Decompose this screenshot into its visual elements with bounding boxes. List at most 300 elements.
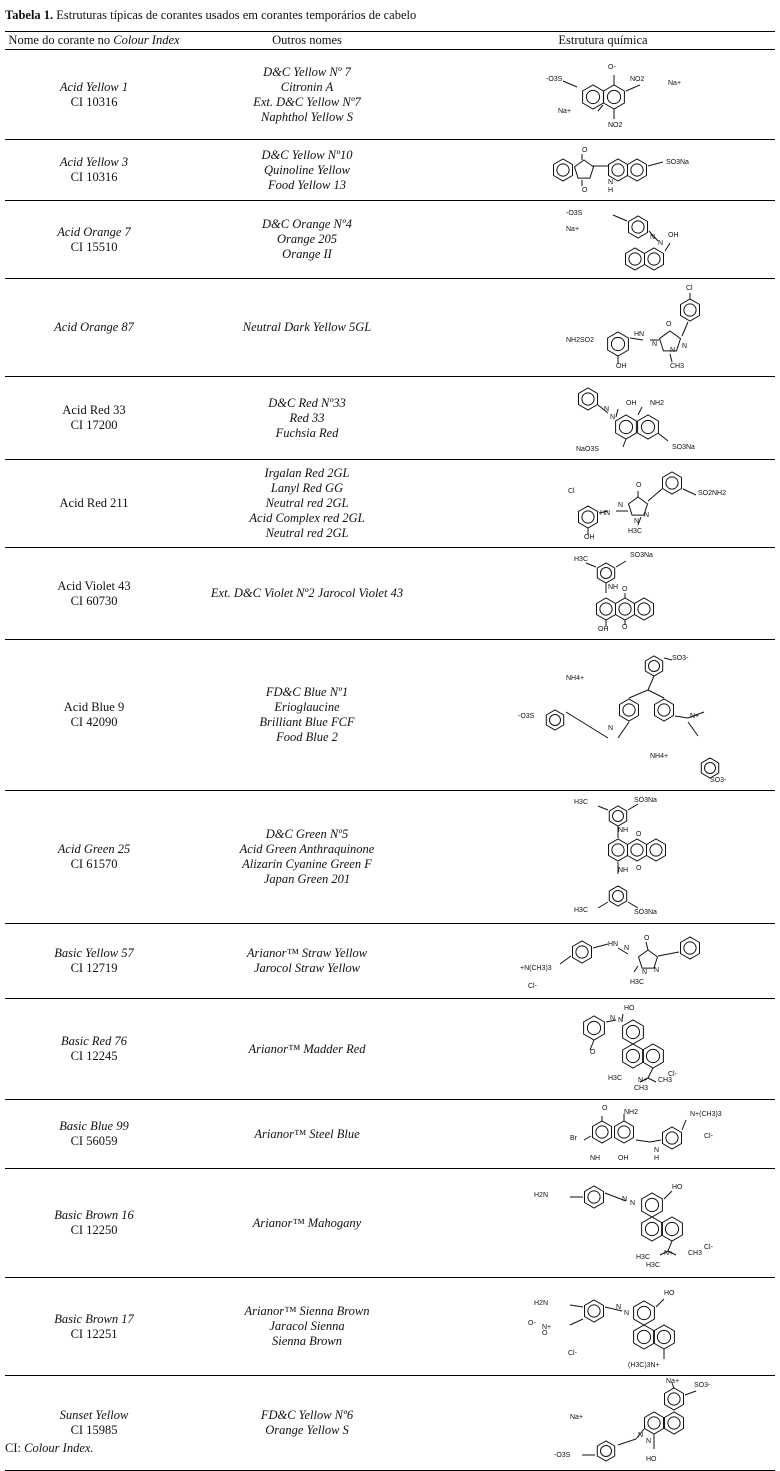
benzene-ring [638, 415, 659, 439]
benzene-ring [579, 506, 598, 528]
other-name: D&C Yellow Nº 7 [263, 64, 351, 79]
atom-label: O- [528, 1319, 536, 1327]
aromatic-circle [588, 1304, 600, 1316]
other-name: Ext. D&C Violet Nº2 Jarocol Violet 43 [210, 586, 404, 600]
dye-name-cell [5, 548, 183, 640]
other-names-cell [183, 924, 431, 999]
aromatic-circle [626, 1049, 639, 1062]
other-name: Naphthol Yellow S [261, 109, 353, 124]
atom-label: O [636, 481, 642, 489]
bond-line [598, 902, 608, 908]
dye-name-cell [5, 377, 183, 460]
atom-label: H [654, 1155, 660, 1162]
atom-label: H3C [574, 555, 589, 563]
aromatic-circle [619, 420, 632, 433]
aromatic-circle [666, 476, 678, 488]
aromatic-circle [684, 942, 696, 954]
benzene-ring [645, 1412, 664, 1434]
atom-label: N [624, 1309, 630, 1317]
benzene-ring [623, 1020, 644, 1044]
atom-label: N [638, 1432, 644, 1439]
atom-label: NH2 [624, 1109, 639, 1116]
atom-label: NH2 [650, 400, 665, 407]
atom-label: N [682, 342, 688, 350]
five-membered-ring [575, 160, 594, 178]
atom-label: N [644, 511, 650, 519]
benzene-ring [608, 332, 629, 356]
chemical-structure-cell [431, 1169, 775, 1278]
caption-text: Estruturas típicas de corantes usados em corantes temporários de cabelo [53, 8, 417, 22]
benzene-ring [681, 937, 700, 959]
atom-label: HN [634, 330, 645, 338]
other-name: Food Blue 2 [276, 730, 338, 744]
bond-line [646, 942, 648, 950]
other-names-cell [183, 279, 431, 377]
atom-label: +N(CH3)3 [520, 965, 552, 972]
aromatic-circle [611, 337, 624, 350]
dye-name-cell [5, 640, 183, 791]
structure-drawing [458, 792, 748, 922]
atom-label: NH [608, 583, 619, 591]
atom-label: SO3Na [634, 909, 657, 916]
atom-label: HN [600, 509, 611, 517]
other-name: Orange II [282, 247, 332, 261]
benzene-ring [573, 941, 592, 963]
table-row [5, 640, 775, 791]
other-name: Acid Green Anthraquinone [239, 842, 375, 856]
atom-label: Na+ [666, 1378, 680, 1385]
atom-label: SO2NH2 [698, 489, 727, 497]
benzene-ring [597, 563, 614, 583]
atom-label: Na+ [558, 107, 572, 115]
atom-label: (H3C)3N+ [628, 1361, 660, 1369]
structure-drawing [458, 640, 748, 790]
bond-line [648, 1078, 656, 1082]
aromatic-circle [705, 763, 716, 774]
atom-label: -O3S [554, 1452, 571, 1459]
atom-label: CH3 [670, 362, 685, 370]
benzene-ring [654, 1325, 675, 1349]
aromatic-circle [601, 1446, 612, 1457]
bond-line [618, 1439, 636, 1445]
aromatic-circle [668, 1393, 680, 1405]
atom-label: H3C [628, 527, 643, 535]
chemical-structure-cell [431, 50, 775, 140]
header-other-names: Outros nomes [183, 32, 431, 50]
atom-label: H3C [608, 1075, 623, 1082]
bond-line [563, 81, 577, 87]
atom-label: O [644, 935, 650, 942]
atom-label: CH3 [658, 1077, 673, 1084]
colour-index-number: CI 10316 [70, 94, 118, 109]
dye-name: Basic Brown 17 [54, 1311, 134, 1326]
atom-label: NaO3S [576, 446, 599, 453]
atom-label: N [642, 969, 648, 976]
atom-label: Na+ [566, 226, 580, 233]
atom-label: OH [618, 1155, 629, 1162]
aromatic-circle [601, 567, 612, 578]
bond-line [628, 804, 638, 810]
bond-line [586, 563, 596, 567]
atom-label: SO3Na [630, 551, 653, 559]
other-name: Erioglaucine [274, 700, 340, 714]
table-row [5, 1278, 775, 1376]
other-names-cell [183, 791, 431, 924]
benzene-ring [665, 1388, 684, 1410]
other-names-cell [183, 999, 431, 1100]
atom-label: N [624, 945, 630, 952]
dye-name-cell [5, 791, 183, 924]
atom-label: OH [668, 232, 679, 239]
atom-label: NH2SO2 [566, 336, 595, 344]
five-membered-ring [639, 950, 658, 968]
chemical-structure-cell [431, 1100, 775, 1169]
benzene-ring [645, 656, 662, 676]
table-row [5, 999, 775, 1100]
atom-label: N [670, 346, 676, 354]
atom-label: N+ [664, 1250, 674, 1257]
benzene-ring [609, 886, 626, 906]
dye-name: Acid Blue 9 [63, 700, 125, 714]
atom-label: SO3Na [672, 444, 695, 451]
bond-line [570, 1319, 583, 1325]
aromatic-circle [637, 1330, 650, 1343]
aromatic-circle [618, 1126, 630, 1138]
atom-label: NH [618, 867, 629, 874]
colour-index-number: CI 17200 [70, 418, 118, 432]
atom-label: Br [570, 1135, 577, 1142]
dye-name-cell [5, 1376, 183, 1471]
benzene-ring [593, 1121, 612, 1143]
atom-label: Cl- [704, 1133, 713, 1140]
other-names-cell [183, 640, 431, 791]
table-body [5, 50, 775, 1471]
benzene-ring [655, 699, 674, 721]
aromatic-circle [645, 1222, 658, 1235]
colour-index-number: CI 12719 [70, 961, 118, 975]
dye-name: Acid Red 211 [59, 496, 129, 510]
aromatic-circle [668, 1417, 680, 1429]
atom-label: N+ [690, 713, 700, 720]
chemical-structure-cell [431, 140, 775, 201]
benzene-ring [609, 806, 626, 826]
structure-drawing [458, 1100, 748, 1168]
table-caption [5, 8, 416, 23]
bond-line [685, 1391, 696, 1395]
benzene-ring [620, 699, 639, 721]
other-name: Japan Green 201 [263, 872, 351, 886]
benzene-ring [597, 598, 616, 620]
dye-name: Acid Red 33 [62, 403, 126, 417]
bond-line [682, 322, 688, 336]
benzene-ring [642, 1193, 663, 1217]
other-name: Quinoline Yellow [263, 162, 350, 177]
atom-label: N [630, 1200, 636, 1207]
other-name: Arianor™ Steel Blue [254, 1126, 360, 1141]
bond-line [658, 952, 679, 956]
atom-label: H3C [574, 907, 589, 914]
atom-label: NH [590, 1155, 601, 1162]
other-name: D&C Yellow Nº10 [261, 147, 353, 162]
bond-line [658, 433, 668, 441]
bond-line [560, 956, 571, 964]
atom-label: H3C [646, 1262, 661, 1269]
bond-line [648, 690, 664, 698]
table-row [5, 460, 775, 548]
bond-line [683, 489, 696, 495]
caption-label: Tabela 1. [5, 8, 54, 22]
atom-label: O [636, 865, 642, 872]
chemical-structure-cell [431, 640, 775, 791]
chemical-structure-cell [431, 1376, 775, 1471]
aromatic-circle [641, 420, 654, 433]
aromatic-circle [582, 393, 594, 405]
atom-label: NO2 [630, 75, 645, 83]
atom-label: O [602, 1105, 608, 1112]
table-row [5, 1376, 775, 1471]
structure-drawing [458, 140, 748, 200]
atom-label: HO [624, 1005, 635, 1012]
benzene-ring [623, 1044, 644, 1068]
chemical-structure-cell [431, 924, 775, 999]
other-name: Neutral Dark Yellow 5GL [242, 320, 372, 334]
aromatic-circle [626, 1025, 639, 1038]
bond-line [634, 966, 638, 972]
benzene-ring [615, 1121, 634, 1143]
benzene-ring [701, 758, 718, 778]
structure-drawing [458, 1279, 748, 1375]
colour-index-number: CI 15985 [70, 1423, 118, 1437]
chemical-structure-cell [431, 999, 775, 1100]
atom-label: SO3- [672, 655, 689, 662]
bond-line [675, 716, 688, 718]
atom-label: N [646, 1438, 652, 1445]
atom-label: HO [672, 1184, 683, 1191]
other-name: Neutral red 2GL [265, 526, 349, 540]
atom-label: SO3Na [666, 159, 689, 166]
dye-name: Basic Yellow 57 [54, 946, 134, 960]
aromatic-circle [587, 1021, 600, 1034]
aromatic-circle [632, 221, 644, 233]
bond-line [630, 338, 643, 340]
chemical-structure-cell [431, 1278, 775, 1376]
atom-label: HO [664, 1289, 675, 1297]
bond-line [648, 162, 663, 166]
atom-label: N [608, 179, 614, 186]
dye-name-cell [5, 279, 183, 377]
other-name: Arianor™ Straw Yellow [246, 946, 368, 960]
other-name: D&C Orange Nº4 [262, 217, 352, 231]
atom-label: O [582, 147, 588, 154]
atom-label: N [616, 1303, 622, 1311]
structure-drawing [458, 377, 748, 459]
benzene-ring [584, 1016, 605, 1040]
bond-line [613, 215, 627, 221]
other-name: Food Yellow 13 [267, 177, 347, 192]
bond-line [616, 409, 618, 417]
bond-line [648, 1068, 653, 1078]
table-row [5, 791, 775, 924]
atom-label: N [652, 340, 658, 348]
other-name: Citronin A [280, 79, 334, 94]
atom-label: HO [646, 1456, 657, 1463]
aromatic-circle [638, 602, 650, 614]
benzene-ring [583, 85, 604, 109]
other-name: FD&C Blue Nº1 [265, 685, 349, 699]
other-name: D&C Red Nº33 [268, 395, 346, 410]
dye-name-cell [5, 1278, 183, 1376]
bond-line [628, 902, 638, 908]
atom-label: OH [626, 400, 637, 407]
aromatic-circle [629, 253, 641, 265]
benzene-ring [628, 839, 647, 861]
other-names-cell [183, 1278, 431, 1376]
aromatic-circle [650, 844, 662, 856]
other-name: FD&C Yellow Nº6 [260, 1408, 354, 1422]
atom-label: N+ [638, 1077, 648, 1084]
dye-name: Basic Blue 99 [59, 1119, 129, 1133]
benzene-ring [642, 1217, 663, 1241]
colour-index-number: CI 60730 [70, 593, 118, 608]
aromatic-circle [631, 844, 643, 856]
atom-label: -O3S [546, 75, 563, 83]
aromatic-circle [658, 704, 670, 716]
aromatic-circle [607, 90, 620, 103]
chemical-structure-cell [431, 460, 775, 548]
other-name: Acid Complex red 2GL [249, 511, 365, 525]
aromatic-circle [666, 1132, 678, 1144]
bond-line [584, 1136, 591, 1140]
other-name: D&C Green Nº5 [265, 827, 349, 841]
header-row [5, 32, 775, 50]
atom-label: H3C [636, 1254, 651, 1261]
colour-index-number: CI 56059 [70, 1134, 118, 1148]
benzene-ring [609, 159, 628, 181]
atom-label: Cl- [704, 1244, 713, 1251]
benzene-ring [663, 472, 682, 494]
atom-label: H3C [574, 799, 589, 806]
bond-line [598, 806, 608, 810]
atom-label: O [582, 187, 588, 194]
atom-label: SO3Na [634, 797, 657, 804]
structure-drawing [458, 461, 748, 547]
other-names-cell [183, 1376, 431, 1471]
chemical-structure-cell [431, 279, 775, 377]
atom-label: O [666, 320, 672, 328]
aromatic-circle [646, 1049, 659, 1062]
dye-name-cell [5, 999, 183, 1100]
dye-name: Basic Brown 16 [54, 1208, 134, 1222]
other-names-cell [183, 140, 431, 201]
header-chemical-structure: Estrutura química [431, 32, 775, 50]
aromatic-circle [684, 303, 696, 315]
atom-label: CH3 [634, 1085, 649, 1092]
bond-line [650, 1140, 661, 1142]
atom-label: N [658, 240, 664, 247]
structure-drawing [458, 1377, 748, 1469]
dye-name-cell [5, 1100, 183, 1169]
bond-line [626, 85, 640, 91]
benzene-ring [645, 248, 664, 270]
atom-label: O [622, 585, 628, 593]
dye-name-cell [5, 460, 183, 548]
dye-name-cell [5, 50, 183, 140]
atom-label: -O3S [566, 210, 583, 217]
atom-label: Cl- [568, 1349, 577, 1357]
benzene-ring [663, 1127, 682, 1149]
aromatic-circle [612, 164, 624, 176]
table-row [5, 1169, 775, 1278]
atom-label: OH [584, 533, 595, 541]
aromatic-circle [586, 90, 599, 103]
aromatic-circle [649, 661, 660, 672]
bond-line [566, 712, 608, 738]
atom-label: -O3S [518, 713, 535, 720]
benzene-ring [628, 159, 647, 181]
dye-name: Acid Yellow 1 [59, 79, 129, 94]
colour-index-number: CI 10316 [70, 170, 118, 184]
atom-label: SO3- [710, 777, 727, 784]
other-names-cell [183, 377, 431, 460]
benzene-ring [643, 1044, 664, 1068]
aromatic-circle [648, 253, 660, 265]
other-name: Brilliant Blue FCF [259, 715, 355, 729]
other-name: Alizarin Cyanine Green F [242, 857, 372, 871]
other-name: Sienna Brown [271, 1334, 343, 1348]
other-names-cell [183, 1169, 431, 1278]
table-row [5, 140, 775, 201]
other-name: Arianor™ Sienna Brown [244, 1304, 370, 1318]
atom-label: H2N [534, 1299, 549, 1307]
table-row [5, 1100, 775, 1169]
atom-label: NH [618, 827, 629, 834]
structure-drawing [458, 280, 748, 376]
atom-label: N [634, 517, 640, 525]
other-name: Arianor™ Mahogany [252, 1215, 362, 1230]
benzene-ring [597, 1441, 614, 1461]
other-names-cell [183, 1100, 431, 1169]
aromatic-circle [550, 715, 561, 726]
atom-label: SO3- [694, 1382, 711, 1389]
benzene-ring [609, 839, 628, 861]
atom-label: O [542, 1329, 548, 1337]
benzene-ring [585, 1186, 604, 1208]
chemical-structure-cell [431, 201, 775, 279]
aromatic-circle [576, 946, 588, 958]
dye-name: Acid Violet 43 [57, 578, 131, 593]
atom-label: N [618, 1017, 624, 1024]
atom-label: N [650, 234, 656, 241]
atom-label: HN [608, 941, 619, 948]
bond-line [656, 1299, 664, 1307]
benzene-ring [579, 388, 598, 410]
colour-index-number: CI 15510 [70, 239, 118, 254]
aromatic-circle [665, 1222, 678, 1235]
benzene-ring [665, 1412, 684, 1434]
benzene-ring [546, 710, 563, 730]
atom-label: N+ [542, 1323, 552, 1331]
bond-line [638, 407, 642, 415]
chemical-structure-cell [431, 791, 775, 924]
bond-line [570, 1305, 583, 1307]
table-row [5, 279, 775, 377]
structure-drawing [458, 201, 748, 278]
benzene-ring [629, 216, 648, 238]
bond-line [636, 1140, 650, 1142]
benzene-ring [662, 1217, 683, 1241]
atom-label: Na+ [668, 79, 682, 87]
colour-index-number: CI 42090 [70, 715, 118, 729]
